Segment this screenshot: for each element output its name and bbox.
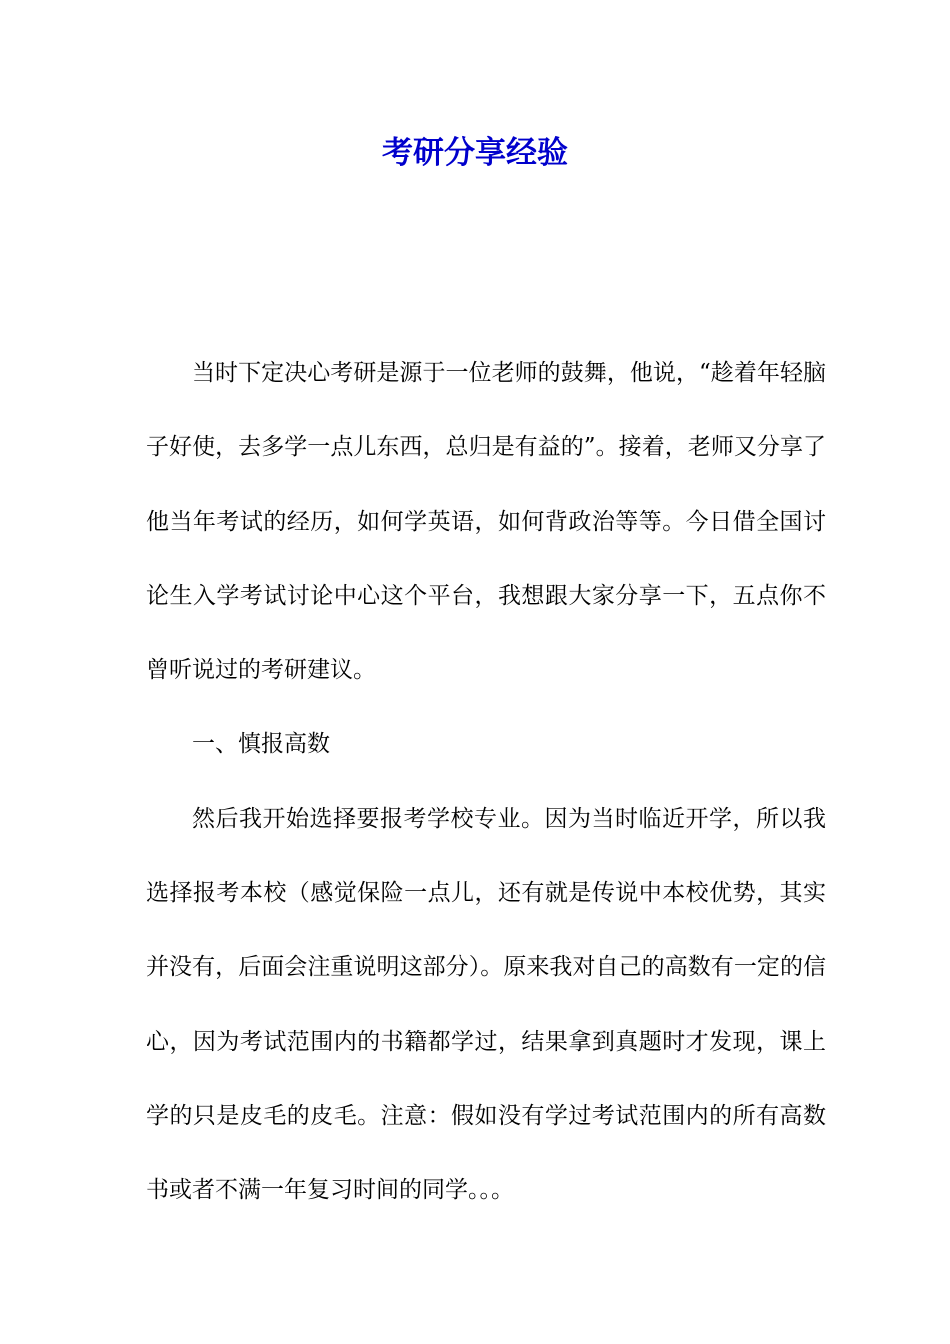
paragraph-section-one: 然后我开始选择要报考学校专业。因为当时临近开学，所以我选择报考本校（感觉保险一点儿，还有就是传说中本校优势，其实并没有，后面会注重说明这部分）。原来我对自己的高数有一定的信心，因为考试范围内的书籍都学过，结果拿到真题时才发现，课上学的只是皮毛的皮毛。注意：假如没有学过考试范围内的所有高数书或者不满一年复习时间的同学。。。 [146,805,826,1204]
document-body [146,336,826,1228]
section-heading: 一、慎报高数 [192,731,330,758]
document-title: 考研分享经验 [382,135,568,171]
paragraph-intro: 当时下定决心考研是源于一位老师的鼓舞，他说，“趁着年轻脑子好使，去多学一点儿东西，总归是有益的”。接着，老师又分享了他当年考试的经历，如何学英语，如何背政治等等。今日借全国讨论生入学考试讨论中心这个平台，我想跟大家分享一下，五点你不曾听说过的考研建议。 [146,360,826,684]
